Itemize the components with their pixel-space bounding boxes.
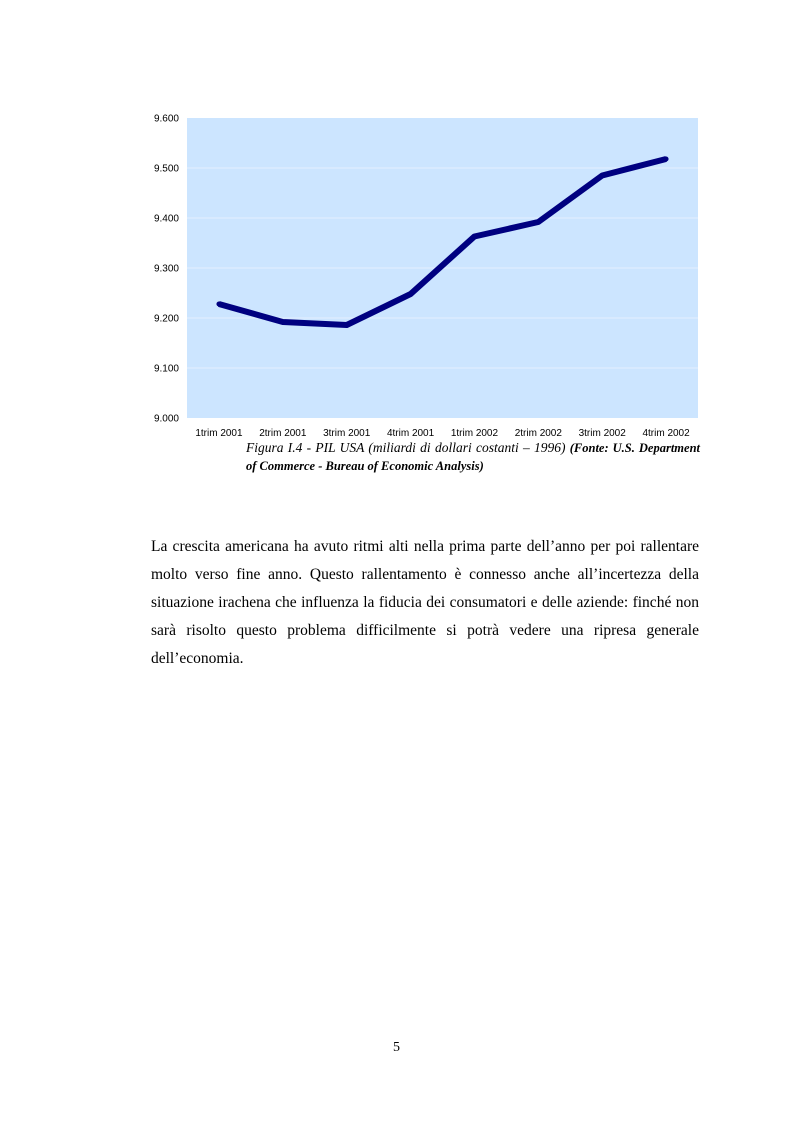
- y-axis-tick-labels: [154, 114, 179, 425]
- data-point: [472, 234, 477, 239]
- x-tick-label: 2trim 2002: [514, 428, 562, 439]
- caption-source: (Fonte: U.S. Department of Commerce - Bureau of Economic Analysis): [246, 441, 700, 473]
- y-tick-label: 9.500: [153, 163, 179, 175]
- body-paragraph: La crescita americana ha avuto ritmi alti nella prima parte dell’anno per poi rallentare molto verso fine anno. Questo rallentamento è connesso anche all’incertezza della situazione irachena che influenza la fiducia dei consumatori e delle aziende: finché non sarà risolto questo problema difficilmente si potrà vedere una ripresa generale dell’economia.: [151, 538, 699, 667]
- y-tick-label: 9.200: [153, 313, 179, 325]
- x-tick-label: 1trim 2002: [450, 428, 499, 439]
- x-tick-label: 4trim 2002: [642, 428, 690, 439]
- y-tick-label: 9.400: [153, 213, 179, 225]
- page-number: 5: [393, 1040, 400, 1055]
- data-point: [280, 320, 285, 325]
- caption-title: Figura I.4 - PIL USA (miliardi di dollari costanti – 1996): [246, 440, 566, 455]
- figure-caption: [246, 439, 700, 475]
- y-tick-label: 9.300: [153, 263, 179, 275]
- x-tick-label: 4trim 2001: [386, 428, 435, 439]
- gdp-line-chart: [140, 105, 710, 445]
- x-tick-label: 3trim 2002: [578, 428, 626, 439]
- x-axis-tick-labels: [195, 428, 690, 439]
- data-point: [408, 292, 413, 297]
- data-point: [664, 157, 669, 162]
- data-point: [536, 220, 541, 225]
- data-point: [600, 173, 605, 178]
- x-tick-label: 2trim 2001: [259, 428, 307, 439]
- x-tick-label: 1trim 2001: [195, 428, 243, 439]
- y-tick-label: 9.600: [153, 113, 179, 125]
- y-tick-label: 9.100: [153, 363, 179, 375]
- data-point: [344, 323, 349, 328]
- x-tick-label: 3trim 2001: [323, 428, 371, 439]
- data-point: [216, 302, 221, 307]
- y-tick-label: 9.000: [153, 413, 179, 425]
